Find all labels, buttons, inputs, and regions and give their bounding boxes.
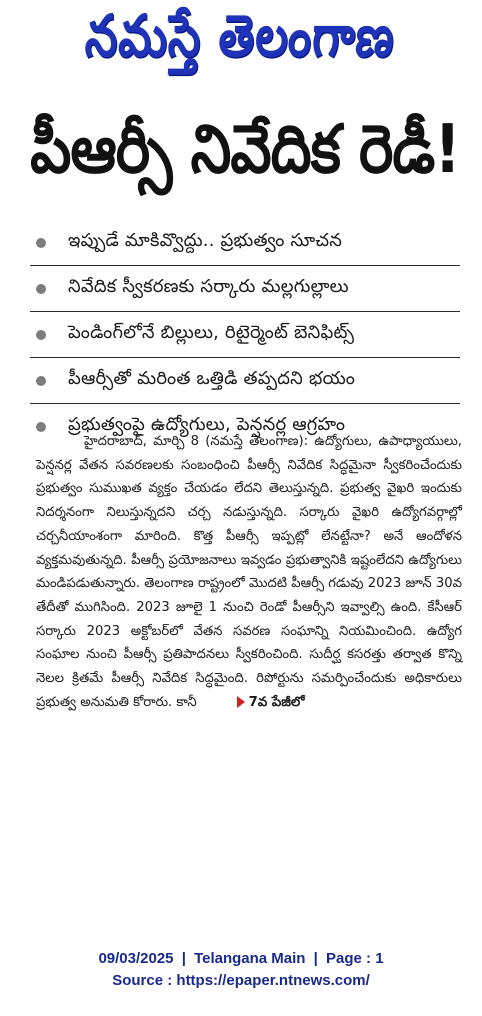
article-body-text: హైదరాబాద్, మార్చి 8 (నమస్తే తెలంగాణ): ఉద్యోగులు, ఉపాధ్యాయులు, పెన్షనర్ల వేతన సవరణలకు సంబంధించి పీఆర్సీ నివేదిక సిద్ధమైనా స్వీకరించేందుకు ప్రభుత్వం సుముఖత వ్యక్తం చేయడం లేదని తెలుస్తున్నది. ప్రభుత్వ వైఖరి ఇందుకు నిదర్శనంగా నిలుస్తున్నదని చర్చ నడుస్తున్నది. సర్కారు వైఖరి ఉద్యోగవర్గాల్లో చర్చనీయాంశంగా మారింది. కొత్త పీఆర్సీ ఇప్పట్లో లేనట్టేనా? అనే ఆందోళన వ్యక్తమవుతున్నది. పీఆర్సీ ప్రయోజనాలు ఇవ్వడం ప్రభుత్వానికి ఇష్టంలేదని ఉద్యోగులు మండిపడుతున్నారు. తెలంగాణ రాష్ట్రంలో మొదటి పీఆర్సీ గడువు 2023 జూన్ 30వ తేదీతో ముగిసింది. 2023 జూలై 1 నుంచి రెండో పీఆర్సీని ఇవ్వాల్సి ఉంది. కేసీఆర్ సర్కారు 2023 అక్టోబర్‌లో వేతన సవరణ సంఘాన్ని నియమించింది. ఉద్యోగ సంఘాల నుంచి పీఆర్సీ ప్రతిపాదనలు స్వీకరించింది. సుదీర్ఘ కసరత్తు తర్వాత కొన్ని నెలల క్రితమే పీఆర్సీ నివేదిక సిద్ధమైంది. రిపోర్టును సమర్పించేందుకు అధికారులు ప్రభుత్వ అనుమతి కోరారు. కానీ (36, 434, 462, 710)
article-body (36, 430, 462, 714)
bullet-dot-icon (36, 238, 46, 248)
masthead (30, 1, 450, 82)
headline-container (20, 104, 470, 194)
footer-date: 09/03/2025 (98, 950, 174, 967)
article-body-container (36, 430, 462, 870)
article-headline: పీఆర్సీ నివేదిక రెడీ! (30, 109, 460, 189)
bullet-item (30, 312, 460, 358)
bullet-text: ప్రభుత్వంపై ఉద్యోగులు, పెన్షనర్ల ఆగ్రహం (68, 414, 346, 435)
footer-separator: | (313, 950, 318, 967)
bullet-dot-icon (36, 284, 46, 294)
bullet-text: ఇప్పుడే మాకివ్వొద్దు.. ప్రభుత్వం సూచన (68, 230, 343, 251)
footer-source: Source : https://epaper.ntnews.com/ (112, 972, 370, 989)
footer-edition: Telangana Main (194, 950, 306, 967)
page-footer (0, 948, 482, 992)
bullet-item (30, 220, 460, 266)
bullet-text: నివేదిక స్వీకరణకు సర్కారు మల్లగుల్లాలు (68, 276, 349, 297)
bullet-dot-icon (36, 376, 46, 386)
footer-meta (0, 948, 482, 970)
bullet-text: పీఆర్సీతో మరింత ఒత్తిడి తప్పదని భయం (68, 368, 356, 389)
bullet-item (30, 358, 460, 404)
bullet-list (30, 220, 460, 449)
footer-page: Page : 1 (326, 950, 384, 967)
masthead-title: నమస్తే తెలంగాణ (83, 1, 397, 70)
continued-on-page (237, 695, 305, 710)
bullet-item (30, 266, 460, 312)
arrow-marker-icon (237, 696, 245, 708)
bullet-dot-icon (36, 330, 46, 340)
continued-label: 7వ పేజీలో (248, 694, 305, 710)
bullet-text: పెండింగ్‌లోనే బిల్లులు, రిటైర్మెంట్ బెనిఫిట్స్ (68, 322, 355, 343)
footer-separator: | (181, 950, 186, 967)
